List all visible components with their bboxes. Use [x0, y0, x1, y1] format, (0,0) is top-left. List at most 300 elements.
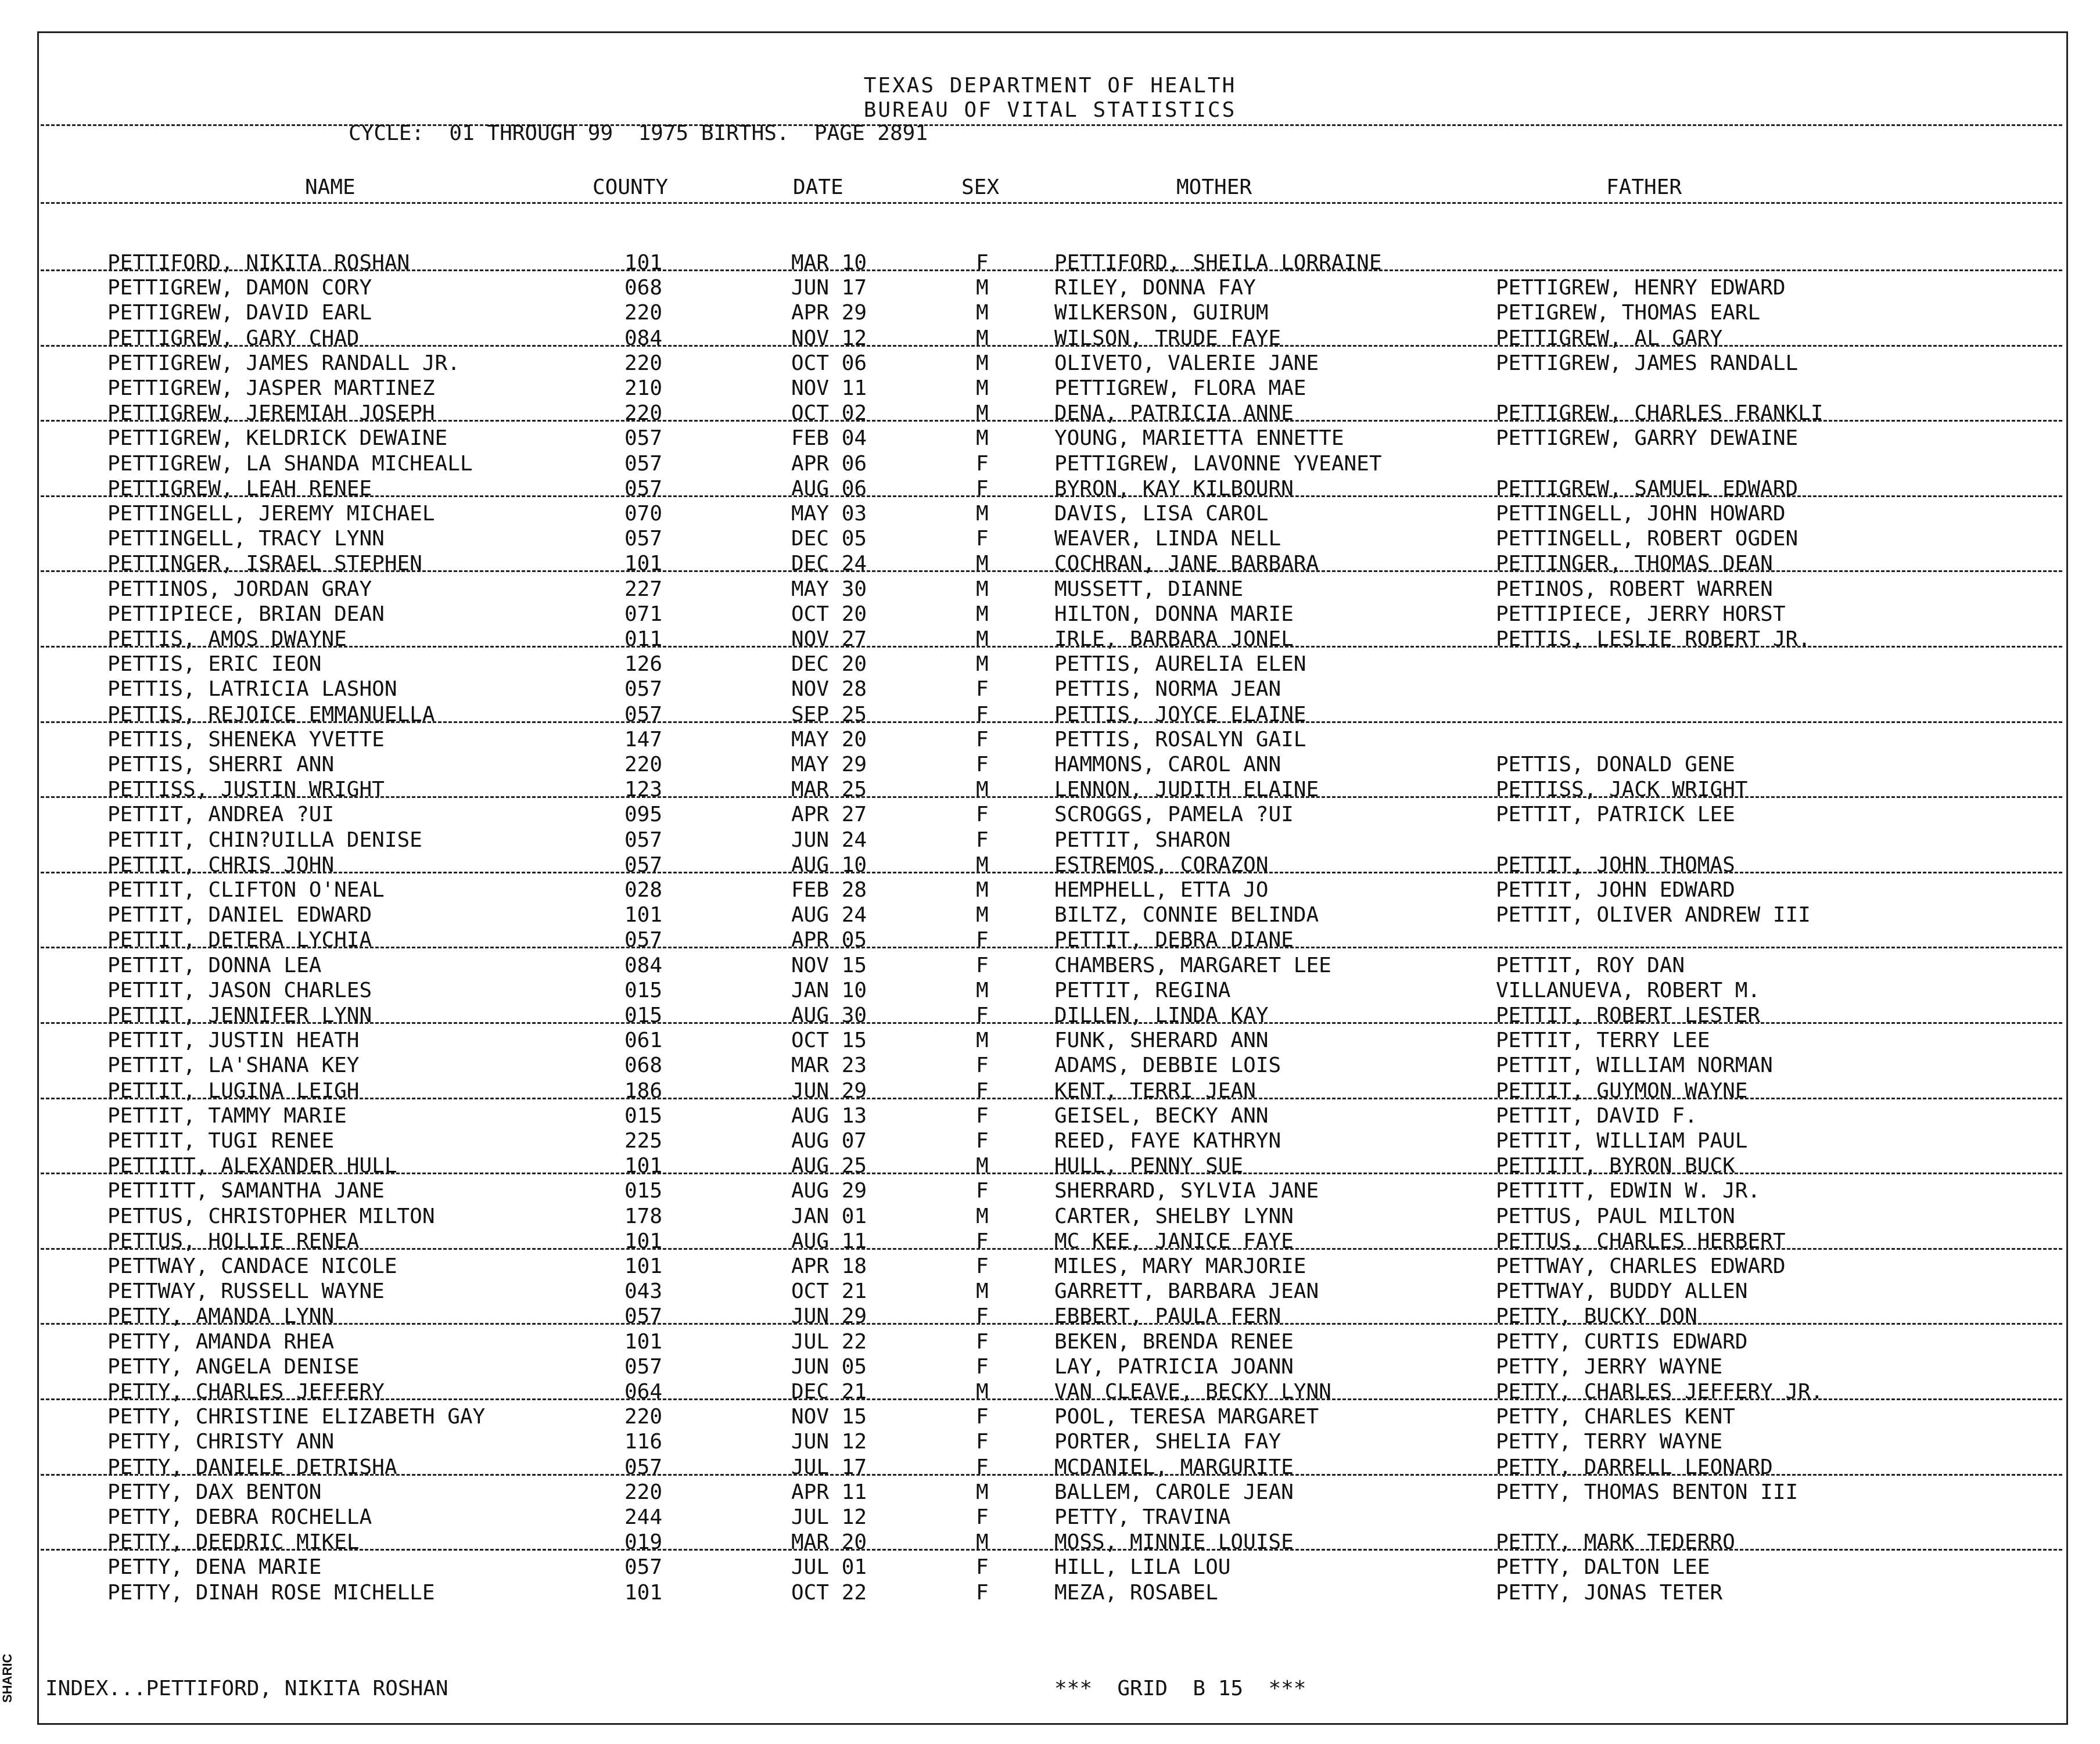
record-father: PETTIT, OLIVER ANDREW III: [1496, 903, 1811, 927]
row-rule: [41, 269, 2062, 271]
record-mother: MOSS, MINNIE LOUISE: [1054, 1530, 1294, 1554]
record-date: AUG 06: [791, 477, 867, 501]
record-date: NOV 11: [791, 376, 867, 400]
record-father: PETTUS, CHARLES HERBERT: [1496, 1229, 1786, 1253]
record-mother: FUNK, SHERARD ANN: [1054, 1029, 1269, 1052]
record-sex: M: [976, 1154, 989, 1178]
record-sex: F: [976, 803, 989, 826]
record-county: 015: [624, 1004, 663, 1027]
record-name: PETTY, DEEDRIC MIKEL: [107, 1530, 360, 1554]
record-sex: F: [976, 1129, 989, 1153]
record-name: PETTIS, REJOICE EMMANUELLA: [107, 703, 435, 727]
record-mother: IRLE, BARBARA JONEL: [1054, 627, 1294, 651]
record-mother: COCHRAN, JANE BARBARA: [1054, 552, 1319, 576]
record-sex: F: [976, 477, 989, 501]
record-date: NOV 15: [791, 954, 867, 977]
record-mother: POOL, TERESA MARGARET: [1054, 1405, 1319, 1429]
record-father: PETTINGELL, JOHN HOWARD: [1496, 502, 1786, 526]
record-mother: PETTIS, NORMA JEAN: [1054, 677, 1281, 701]
record-mother: PETTIT, SHARON: [1054, 828, 1231, 852]
row-rule: [41, 646, 2062, 648]
record-name: PETTUS, HOLLIE RENEA: [107, 1229, 360, 1253]
record-sex: M: [976, 1204, 989, 1228]
record-father: PETTIGREW, HENRY EDWARD: [1496, 276, 1786, 300]
record-sex: M: [976, 1530, 989, 1554]
record-name: PETTY, DEBRA ROCHELLA: [107, 1505, 372, 1529]
record-date: MAY 03: [791, 502, 867, 526]
record-mother: BYRON, KAY KILBOURN: [1054, 477, 1294, 501]
record-county: 244: [624, 1505, 663, 1529]
record-county: 101: [624, 1254, 663, 1278]
row-rule: [41, 1248, 2062, 1250]
record-father: PETTIS, DONALD GENE: [1496, 753, 1735, 776]
record-mother: HEMPHELL, ETTA JO: [1054, 878, 1269, 902]
record-county: 123: [624, 778, 663, 801]
record-date: JUN 29: [791, 1304, 867, 1328]
record-county: 220: [624, 1405, 663, 1429]
record-sex: F: [976, 954, 989, 977]
row-rule: [41, 420, 2062, 422]
record-county: 057: [624, 1555, 663, 1579]
record-date: MAY 29: [791, 753, 867, 776]
record-mother: PORTER, SHELIA FAY: [1054, 1430, 1281, 1454]
record-name: PETTY, ANGELA DENISE: [107, 1355, 360, 1379]
row-rule: [41, 570, 2062, 572]
record-mother: BEKEN, BRENDA RENEE: [1054, 1330, 1294, 1354]
record-sex: M: [976, 903, 989, 927]
header-rule-1: [41, 124, 2062, 126]
record-county: 101: [624, 903, 663, 927]
record-mother: PETTIT, DEBRA DIANE: [1054, 928, 1294, 952]
row-rule: [41, 1474, 2062, 1476]
record-date: OCT 02: [791, 401, 867, 425]
record-county: 015: [624, 979, 663, 1002]
record-name: PETTISS, JUSTIN WRIGHT: [107, 778, 385, 801]
record-mother: PETTIGREW, FLORA MAE: [1054, 376, 1306, 400]
record-date: JAN 10: [791, 979, 867, 1002]
record-sex: F: [976, 1254, 989, 1278]
record-county: 015: [624, 1104, 663, 1128]
record-sex: F: [976, 1179, 989, 1203]
record-mother: LENNON, JUDITH ELAINE: [1054, 778, 1319, 801]
record-name: PETTIGREW, JEREMIAH JOSEPH: [107, 401, 435, 425]
record-county: 057: [624, 452, 663, 476]
record-father: PETTY, CHARLES JEFFERY JR.: [1496, 1380, 1823, 1404]
record-sex: M: [976, 351, 989, 375]
record-father: PETTINGELL, ROBERT OGDEN: [1496, 527, 1799, 551]
record-county: 101: [624, 1581, 663, 1605]
record-county: 057: [624, 828, 663, 852]
record-father: PETTIS, LESLIE ROBERT JR.: [1496, 627, 1811, 651]
row-rule: [41, 1173, 2062, 1174]
record-name: PETTY, AMANDA RHEA: [107, 1330, 335, 1354]
record-father: PETTY, TERRY WAYNE: [1496, 1430, 1723, 1454]
record-county: 126: [624, 652, 663, 676]
record-name: PETTIS, SHENEKA YVETTE: [107, 728, 385, 751]
col-header-county: COUNTY: [593, 175, 669, 199]
footer-index: INDEX...PETTIFORD, NIKITA ROSHAN: [45, 1677, 448, 1700]
record-mother: YOUNG, MARIETTA ENNETTE: [1054, 426, 1344, 450]
record-name: PETTY, DENA MARIE: [107, 1555, 322, 1579]
record-date: JUL 17: [791, 1455, 867, 1479]
record-date: AUG 07: [791, 1129, 867, 1153]
record-date: MAR 20: [791, 1530, 867, 1554]
record-mother: WILSON, TRUDE FAYE: [1054, 326, 1281, 350]
record-name: PETTIT, CHIN?UILLA DENISE: [107, 828, 422, 852]
record-name: PETTIT, TAMMY MARIE: [107, 1104, 347, 1128]
record-father: PETTY, JONAS TETER: [1496, 1581, 1723, 1605]
record-mother: GARRETT, BARBARA JEAN: [1054, 1279, 1319, 1303]
record-mother: PETTIS, AURELIA ELEN: [1054, 652, 1306, 676]
record-father: PETIGREW, THOMAS EARL: [1496, 301, 1761, 325]
record-county: 068: [624, 276, 663, 300]
record-mother: MEZA, ROSABEL: [1054, 1581, 1218, 1605]
record-date: OCT 22: [791, 1581, 867, 1605]
row-rule: [41, 495, 2062, 497]
record-county: 070: [624, 502, 663, 526]
row-rule: [41, 721, 2062, 723]
record-date: APR 27: [791, 803, 867, 826]
record-mother: DILLEN, LINDA KAY: [1054, 1004, 1269, 1027]
record-name: PETTIT, LUGINA LEIGH: [107, 1079, 360, 1103]
record-sex: M: [976, 326, 989, 350]
record-mother: HULL, PENNY SUE: [1054, 1154, 1244, 1178]
row-rule: [41, 947, 2062, 948]
record-county: 101: [624, 1229, 663, 1253]
record-county: 101: [624, 251, 663, 275]
record-name: PETTWAY, CANDACE NICOLE: [107, 1254, 397, 1278]
record-date: AUG 11: [791, 1229, 867, 1253]
record-father: PETTY, JERRY WAYNE: [1496, 1355, 1723, 1379]
row-rule: [41, 1323, 2062, 1325]
record-mother: CHAMBERS, MARGARET LEE: [1054, 954, 1331, 977]
header-cycle: CYCLE: 01 THROUGH 99 1975 BIRTHS. PAGE 2891: [349, 121, 928, 145]
record-mother: HAMMONS, CAROL ANN: [1054, 753, 1281, 776]
record-father: PETTIPIECE, JERRY HORST: [1496, 602, 1786, 626]
record-name: PETTIT, DETERA LYCHIA: [107, 928, 372, 952]
record-date: JUN 17: [791, 276, 867, 300]
record-name: PETTIGREW, JAMES RANDALL JR.: [107, 351, 460, 375]
record-date: AUG 30: [791, 1004, 867, 1027]
record-sex: F: [976, 1004, 989, 1027]
record-sex: F: [976, 1581, 989, 1605]
record-county: 064: [624, 1380, 663, 1404]
record-name: PETTINOS, JORDAN GRAY: [107, 577, 372, 601]
record-father: PETTIT, WILLIAM PAUL: [1496, 1129, 1748, 1153]
record-mother: CARTER, SHELBY LYNN: [1054, 1204, 1294, 1228]
record-county: 178: [624, 1204, 663, 1228]
record-date: JUL 12: [791, 1505, 867, 1529]
record-name: PETTINGER, ISRAEL STEPHEN: [107, 552, 422, 576]
record-name: PETTY, DAX BENTON: [107, 1480, 322, 1504]
record-county: 068: [624, 1053, 663, 1077]
record-mother: ESTREMOS, CORAZON: [1054, 853, 1269, 877]
row-rule: [41, 1549, 2062, 1551]
record-sex: M: [976, 602, 989, 626]
record-father: PETTISS, JACK WRIGHT: [1496, 778, 1748, 801]
header-bureau: BUREAU OF VITAL STATISTICS: [863, 98, 1237, 122]
record-sex: M: [976, 301, 989, 325]
record-sex: F: [976, 703, 989, 727]
record-father: PETTIGREW, GARRY DEWAINE: [1496, 426, 1799, 450]
record-county: 210: [624, 376, 663, 400]
record-name: PETTY, CHARLES JEFFERY: [107, 1380, 385, 1404]
record-mother: MC KEE, JANICE FAYE: [1054, 1229, 1294, 1253]
record-father: PETTWAY, BUDDY ALLEN: [1496, 1279, 1748, 1303]
record-mother: PETTIGREW, LAVONNE YVEANET: [1054, 452, 1382, 476]
record-mother: GEISEL, BECKY ANN: [1054, 1104, 1269, 1128]
record-sex: F: [976, 1455, 989, 1479]
record-date: AUG 25: [791, 1154, 867, 1178]
record-sex: M: [976, 276, 989, 300]
record-father: PETTIGREW, SAMUEL EDWARD: [1496, 477, 1799, 501]
record-name: PETTIGREW, JASPER MARTINEZ: [107, 376, 435, 400]
record-mother: VAN CLEAVE, BECKY LYNN: [1054, 1380, 1331, 1404]
record-sex: M: [976, 1480, 989, 1504]
record-name: PETTUS, CHRISTOPHER MILTON: [107, 1204, 435, 1228]
record-county: 057: [624, 1455, 663, 1479]
record-mother: PETTIFORD, SHEILA LORRAINE: [1054, 251, 1382, 275]
record-date: SEP 25: [791, 703, 867, 727]
record-sex: M: [976, 979, 989, 1002]
record-date: AUG 10: [791, 853, 867, 877]
record-mother: MILES, MARY MARJORIE: [1054, 1254, 1306, 1278]
record-county: 220: [624, 753, 663, 776]
record-sex: M: [976, 1029, 989, 1052]
record-sex: F: [976, 1229, 989, 1253]
record-name: PETTIT, JASON CHARLES: [107, 979, 372, 1002]
record-date: MAR 10: [791, 251, 867, 275]
record-name: PETTIT, LA'SHANA KEY: [107, 1053, 360, 1077]
record-county: 220: [624, 1480, 663, 1504]
record-county: 057: [624, 1304, 663, 1328]
record-name: PETTIGREW, LEAH RENEE: [107, 477, 372, 501]
record-date: MAY 30: [791, 577, 867, 601]
record-county: 220: [624, 351, 663, 375]
record-mother: RILEY, DONNA FAY: [1054, 276, 1256, 300]
record-father: PETTIT, TERRY LEE: [1496, 1029, 1710, 1052]
record-father: PETTIT, JOHN EDWARD: [1496, 878, 1735, 902]
record-father: PETTUS, PAUL MILTON: [1496, 1204, 1735, 1228]
record-name: PETTY, CHRISTINE ELIZABETH GAY: [107, 1405, 486, 1429]
record-date: NOV 27: [791, 627, 867, 651]
record-county: 147: [624, 728, 663, 751]
record-father: PETTITT, BYRON BUCK: [1496, 1154, 1735, 1178]
record-name: PETTIT, TUGI RENEE: [107, 1129, 335, 1153]
record-sex: F: [976, 677, 989, 701]
record-date: NOV 15: [791, 1405, 867, 1429]
record-date: MAR 23: [791, 1053, 867, 1077]
record-sex: M: [976, 878, 989, 902]
footer-grid: *** GRID B 15 ***: [1054, 1677, 1306, 1700]
record-sex: F: [976, 1405, 989, 1429]
record-mother: SCROGGS, PAMELA ?UI: [1054, 803, 1294, 826]
record-sex: M: [976, 1380, 989, 1404]
record-sex: F: [976, 753, 989, 776]
record-sex: F: [976, 828, 989, 852]
record-date: JUN 29: [791, 1079, 867, 1103]
record-name: PETTIS, SHERRI ANN: [107, 753, 335, 776]
record-date: AUG 24: [791, 903, 867, 927]
record-sex: M: [976, 552, 989, 576]
record-father: PETTIT, ROY DAN: [1496, 954, 1685, 977]
record-mother: WEAVER, LINDA NELL: [1054, 527, 1281, 551]
record-father: PETTY, THOMAS BENTON III: [1496, 1480, 1799, 1504]
record-name: PETTIPIECE, BRIAN DEAN: [107, 602, 385, 626]
record-mother: PETTIS, JOYCE ELAINE: [1054, 703, 1306, 727]
record-county: 071: [624, 602, 663, 626]
row-rule: [41, 345, 2062, 347]
record-name: PETTIS, LATRICIA LASHON: [107, 677, 397, 701]
record-sex: M: [976, 853, 989, 877]
col-header-sex: SEX: [961, 175, 1000, 199]
record-sex: F: [976, 1505, 989, 1529]
record-name: PETTIT, CLIFTON O'NEAL: [107, 878, 385, 902]
record-name: PETTIT, JUSTIN HEATH: [107, 1029, 360, 1052]
row-rule: [41, 872, 2062, 873]
record-county: 057: [624, 928, 663, 952]
record-mother: PETTIT, REGINA: [1054, 979, 1231, 1002]
record-father: PETTIT, PATRICK LEE: [1496, 803, 1735, 826]
record-sex: M: [976, 778, 989, 801]
record-date: MAR 25: [791, 778, 867, 801]
record-mother: HILL, LILA LOU: [1054, 1555, 1231, 1579]
record-name: PETTIS, ERIC IEON: [107, 652, 322, 676]
record-mother: OLIVETO, VALERIE JANE: [1054, 351, 1319, 375]
record-sex: F: [976, 1355, 989, 1379]
record-name: PETTY, DINAH ROSE MICHELLE: [107, 1581, 435, 1605]
record-sex: M: [976, 376, 989, 400]
record-sex: F: [976, 1053, 989, 1077]
sharic-label: SHARIC: [0, 1653, 15, 1703]
record-father: PETTWAY, CHARLES EDWARD: [1496, 1254, 1786, 1278]
record-name: PETTIT, ANDREA ?UI: [107, 803, 335, 826]
record-mother: DENA, PATRICIA ANNE: [1054, 401, 1294, 425]
record-mother: ADAMS, DEBBIE LOIS: [1054, 1053, 1281, 1077]
col-header-father: FATHER: [1606, 175, 1682, 199]
record-name: PETTY, AMANDA LYNN: [107, 1304, 335, 1328]
record-county: 186: [624, 1079, 663, 1103]
record-name: PETTIS, AMOS DWAYNE: [107, 627, 347, 651]
record-county: 057: [624, 527, 663, 551]
record-date: OCT 21: [791, 1279, 867, 1303]
record-county: 011: [624, 627, 663, 651]
record-county: 028: [624, 878, 663, 902]
record-date: OCT 06: [791, 351, 867, 375]
record-name: PETTIT, CHRIS JOHN: [107, 853, 335, 877]
record-county: 101: [624, 552, 663, 576]
record-sex: F: [976, 251, 989, 275]
col-header-mother: MOTHER: [1176, 175, 1252, 199]
record-county: 227: [624, 577, 663, 601]
row-rule: [41, 1398, 2062, 1400]
record-father: PETTY, BUCKY DON: [1496, 1304, 1697, 1328]
record-county: 057: [624, 677, 663, 701]
record-name: PETTIT, DONNA LEA: [107, 954, 322, 977]
row-rule: [41, 1098, 2062, 1099]
record-name: PETTIGREW, DAVID EARL: [107, 301, 372, 325]
record-father: PETTY, CHARLES KENT: [1496, 1405, 1735, 1429]
record-sex: F: [976, 1555, 989, 1579]
record-mother: PETTIS, ROSALYN GAIL: [1054, 728, 1306, 751]
record-sex: F: [976, 728, 989, 751]
record-mother: REED, FAYE KATHRYN: [1054, 1129, 1281, 1153]
record-date: FEB 28: [791, 878, 867, 902]
record-date: JUN 24: [791, 828, 867, 852]
record-name: PETTY, DANIELE DETRISHA: [107, 1455, 397, 1479]
record-father: PETTIT, JOHN THOMAS: [1496, 853, 1735, 877]
record-date: AUG 29: [791, 1179, 867, 1203]
record-county: 220: [624, 401, 663, 425]
record-county: 057: [624, 477, 663, 501]
record-sex: F: [976, 452, 989, 476]
record-date: APR 29: [791, 301, 867, 325]
record-name: PETTINGELL, JEREMY MICHAEL: [107, 502, 435, 526]
record-date: JUN 12: [791, 1430, 867, 1454]
record-name: PETTIGREW, KELDRICK DEWAINE: [107, 426, 448, 450]
record-county: 225: [624, 1129, 663, 1153]
record-county: 057: [624, 426, 663, 450]
record-sex: M: [976, 1279, 989, 1303]
record-name: PETTINGELL, TRACY LYNN: [107, 527, 385, 551]
header-department: TEXAS DEPARTMENT OF HEALTH: [863, 74, 1237, 98]
record-sex: F: [976, 928, 989, 952]
record-date: DEC 20: [791, 652, 867, 676]
record-date: APR 06: [791, 452, 867, 476]
record-father: PETTIGREW, JAMES RANDALL: [1496, 351, 1799, 375]
record-father: PETTY, DALTON LEE: [1496, 1555, 1710, 1579]
record-name: PETTIT, JENNIFER LYNN: [107, 1004, 372, 1027]
record-date: DEC 05: [791, 527, 867, 551]
record-mother: BALLEM, CAROLE JEAN: [1054, 1480, 1294, 1504]
record-sex: M: [976, 502, 989, 526]
record-date: APR 11: [791, 1480, 867, 1504]
record-name: PETTWAY, RUSSELL WAYNE: [107, 1279, 385, 1303]
record-mother: LAY, PATRICIA JOANN: [1054, 1355, 1294, 1379]
record-mother: WILKERSON, GUIRUM: [1054, 301, 1269, 325]
record-county: 116: [624, 1430, 663, 1454]
record-sex: M: [976, 426, 989, 450]
record-sex: F: [976, 1079, 989, 1103]
record-sex: F: [976, 1104, 989, 1128]
record-county: 095: [624, 803, 663, 826]
record-father: PETTIT, DAVID F.: [1496, 1104, 1697, 1128]
row-rule: [41, 1022, 2062, 1024]
record-date: NOV 12: [791, 326, 867, 350]
record-mother: EBBERT, PAULA FERN: [1054, 1304, 1281, 1328]
record-mother: BILTZ, CONNIE BELINDA: [1054, 903, 1319, 927]
record-date: DEC 21: [791, 1380, 867, 1404]
record-mother: MCDANIEL, MARGURITE: [1054, 1455, 1294, 1479]
record-sex: M: [976, 577, 989, 601]
record-county: 043: [624, 1279, 663, 1303]
record-name: PETTIT, DANIEL EDWARD: [107, 903, 372, 927]
record-mother: MUSSETT, DIANNE: [1054, 577, 1244, 601]
col-header-name: NAME: [305, 175, 356, 199]
record-father: PETTY, MARK TEDERRO: [1496, 1530, 1735, 1554]
record-sex: F: [976, 1430, 989, 1454]
record-father: PETTIT, GUYMON WAYNE: [1496, 1079, 1748, 1103]
record-date: JUN 05: [791, 1355, 867, 1379]
record-name: PETTIGREW, LA SHANDA MICHEALL: [107, 452, 473, 476]
record-date: APR 18: [791, 1254, 867, 1278]
record-county: 015: [624, 1179, 663, 1203]
record-county: 057: [624, 1355, 663, 1379]
record-name: PETTIGREW, GARY CHAD: [107, 326, 360, 350]
record-father: PETTINGER, THOMAS DEAN: [1496, 552, 1773, 576]
record-father: PETTY, DARRELL LEONARD: [1496, 1455, 1773, 1479]
record-sex: M: [976, 652, 989, 676]
